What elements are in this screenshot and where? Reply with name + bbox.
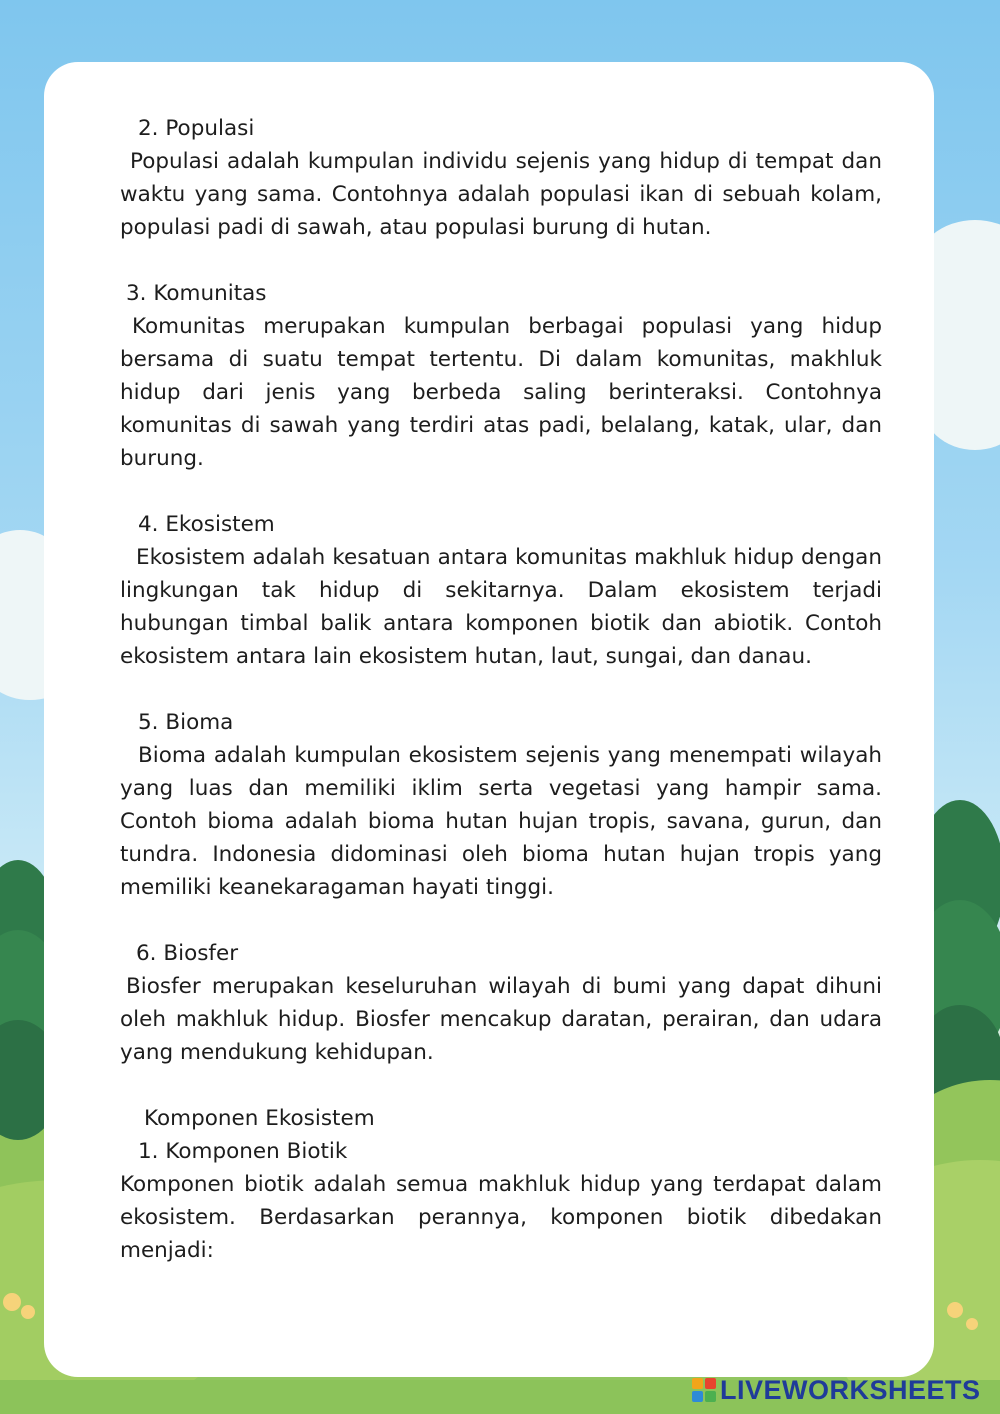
paragraph-ekosistem: Ekosistem adalah kesatuan antara komunitas makhluk hidup dengan lingkungan tak hidup di sekitarnya. Dalam ekosistem terjadi hubungan timbal balik antara komponen biotik dan abiotik. Contoh ekosistem antara lain ekosistem hutan, laut, sungai, dan danau. (120, 545, 882, 669)
heading-biosfer: 6. Biosfer (136, 941, 239, 966)
liveworksheets-logo-text: LIVEWORKSHEETS (720, 1374, 981, 1405)
paragraph-populasi: Populasi adalah kumpulan individu sejenis yang hidup di tempat dan waktu yang sama. Contohnya adalah populasi ikan di sebuah kolam, populasi padi di sawah, atau populasi burung di hutan. (120, 149, 882, 240)
paragraph-komponen-biotik: Komponen biotik adalah semua makhluk hidup yang terdapat dalam ekosistem. Berdasarkan perannya, komponen biotik dibedakan menjadi: (120, 1172, 882, 1263)
heading-komunitas: 3. Komunitas (126, 281, 267, 306)
heading-populasi: 2. Populasi (138, 116, 255, 141)
liveworksheets-logo[interactable] (692, 1374, 981, 1406)
liveworksheets-logo-icon (692, 1378, 716, 1402)
paragraph-bioma: Bioma adalah kumpulan ekosistem sejenis yang menempati wilayah yang luas dan memiliki iklim serta vegetasi yang hampir sama. Contoh bioma adalah bioma hutan hujan tropis, savana, gurun, dan tundra. Indonesia didominasi oleh bioma hutan hujan tropis yang memiliki keanekaragaman hayati tinggi. (120, 743, 882, 900)
heading-ekosistem: 4. Ekosistem (138, 512, 275, 537)
heading-komponen-ekosistem: Komponen Ekosistem (144, 1106, 375, 1131)
paragraph-biosfer: Biosfer merupakan keseluruhan wilayah di bumi yang dapat dihuni oleh makhluk hidup. Biosfer mencakup daratan, perairan, dan udara yang mendukung kehidupan. (120, 974, 882, 1065)
heading-bioma: 5. Bioma (138, 710, 234, 735)
paragraph-komunitas: Komunitas merupakan kumpulan berbagai populasi yang hidup bersama di suatu tempat tertentu. Di dalam komunitas, makhluk hidup dari jenis yang berbeda saling berinteraksi. Contohnya komunitas di sawah yang terdiri atas padi, belalang, katak, ular, dan burung. (120, 314, 882, 471)
heading-komponen-biotik: 1. Komponen Biotik (138, 1139, 348, 1164)
document-content (120, 112, 882, 1267)
